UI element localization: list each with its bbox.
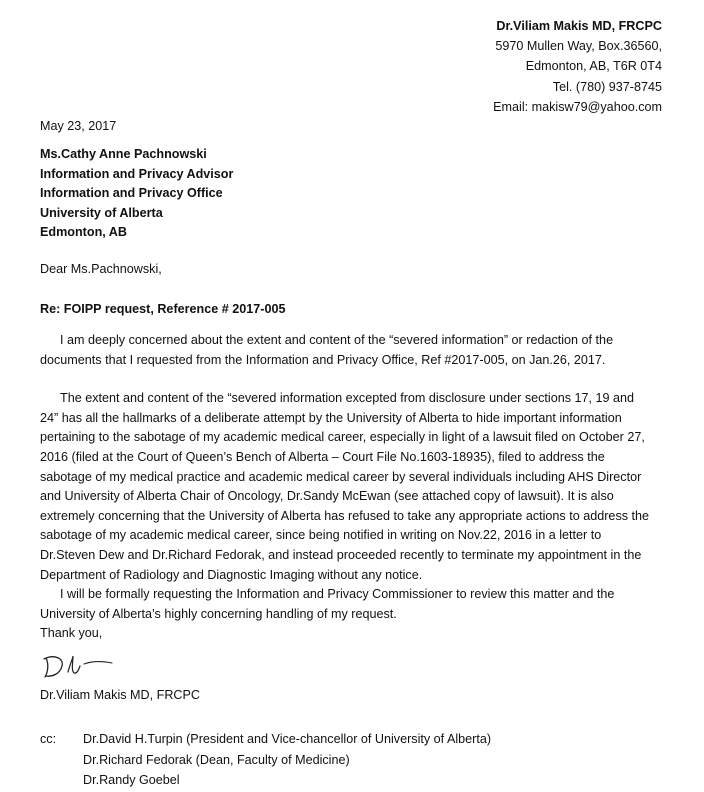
- closing: [40, 624, 670, 644]
- body-line: sabotage of my academic medical career, since being notified in writing on Nov.22, 2016 in a letter to: [40, 528, 602, 543]
- recipient-city: Edmonton, AB: [40, 225, 127, 239]
- body-line: and University of Alberta Chair of Oncology, Dr.Sandy McEwan (see attached copy of lawsuit). It is also: [40, 489, 614, 504]
- recipient-organization: University of Alberta: [40, 205, 163, 220]
- letter-body: [40, 331, 670, 644]
- sender-telephone: Tel. (780) 937-8745: [552, 79, 662, 94]
- body-line: pertaining to the sabotage of my academic medical career, especially in light of a lawsuit filed on October 27,: [40, 430, 645, 445]
- body-paragraph-1: [40, 331, 670, 370]
- sender-name: Dr.Viliam Makis MD, FRCPC: [496, 19, 662, 33]
- sender-block: [493, 16, 662, 117]
- body-line: 24” has all the hallmarks of a deliberate attempt by the University of Alberta to hide important information: [40, 410, 622, 425]
- body-line: University of Alberta’s highly concerning handling of my request.: [40, 606, 397, 621]
- sender-email: Email: makisw79@yahoo.com: [493, 99, 662, 114]
- sender-address-line2: Edmonton, AB, T6R 0T4: [525, 59, 662, 74]
- body-line: 2016 (filed at the Court of Queen’s Bench of Alberta – Court File No.1603-18935), filed to address the: [40, 449, 605, 464]
- subject-line: Re: FOIPP request, Reference # 2017-005: [40, 302, 286, 316]
- cc-recipient: Dr.Randy Goebel: [83, 773, 180, 787]
- closing-text: Thank you,: [40, 626, 103, 641]
- salutation: Dear Ms.Pachnowski,: [40, 262, 162, 276]
- handwritten-signature: [40, 650, 150, 680]
- body-paragraph-2: [40, 389, 670, 585]
- cc-label: cc:: [40, 732, 57, 746]
- body-line: Department of Radiology and Diagnostic Imaging without any notice.: [40, 567, 423, 582]
- body-line: sabotage of my medical practice and academic medical career by several individuals including AHS Director: [40, 469, 642, 484]
- body-line: I will be formally requesting the Information and Privacy Commissioner to review this matter and the: [60, 587, 615, 602]
- body-line: documents that I requested from the Information and Privacy Office, Ref #2017-005, on Jan.26, 2017.: [40, 352, 606, 367]
- body-line: The extent and content of the “severed information excepted from disclosure under sections 17, 19 and: [60, 391, 635, 406]
- cc-recipient: Dr.Richard Fedorak (Dean, Faculty of Medicine): [83, 752, 350, 767]
- recipient-title: Information and Privacy Advisor: [40, 166, 234, 181]
- recipient-block: [40, 145, 233, 243]
- body-line: Dr.Steven Dew and Dr.Richard Fedorak, and instead proceeded recently to terminate my appointment in the: [40, 547, 642, 562]
- recipient-name: Ms.Cathy Anne Pachnowski: [40, 147, 207, 161]
- body-line: extremely concerning that the University of Alberta has refused to take any appropriate actions to address the: [40, 508, 650, 523]
- signatory-name: Dr.Viliam Makis MD, FRCPC: [40, 688, 200, 702]
- body-line: I am deeply concerned about the extent and content of the “severed information” or redaction of the: [60, 333, 614, 347]
- letter-date: May 23, 2017: [40, 119, 117, 133]
- sender-address-line1: 5970 Mullen Way, Box.36560,: [495, 39, 662, 54]
- cc-recipient: Dr.David H.Turpin (President and Vice-chancellor of University of Alberta): [83, 732, 492, 746]
- cc-list: [83, 729, 491, 791]
- recipient-office: Information and Privacy Office: [40, 186, 223, 200]
- body-paragraph-3: [40, 585, 670, 624]
